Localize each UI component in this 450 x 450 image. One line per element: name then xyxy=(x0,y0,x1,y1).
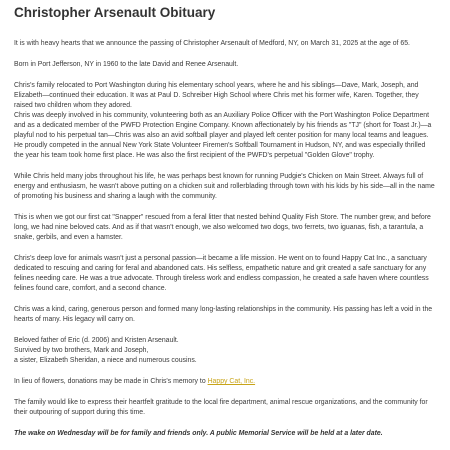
gratitude-paragraph: The family would like to express their heartfelt gratitude to the local fire department, animal rescue organizations, and the community for their outpouring of support during this time. xyxy=(14,399,428,416)
happy-cat-link[interactable]: Happy Cat, Inc. xyxy=(207,378,256,385)
kind-paragraph: Chris was a kind, caring, generous person and formed many long-lasting relationships in the community. His passing has left a void in the hearts of many. His legacy will carry on. xyxy=(14,306,433,323)
page-title: Christopher Arsenault Obituary xyxy=(14,5,216,20)
survivors-line: Survived by two brothers, Mark and Joseph, xyxy=(14,347,149,354)
donations-text: In lieu of flowers, donations may be made in Chris's memory to xyxy=(14,378,208,385)
survivors-line: Beloved father of Eric (d. 2006) and Kristen Arsenault. xyxy=(14,337,179,344)
closing-notice: The wake on Wednesday will be for family and friends only. A public Memorial Service will be held at a later date. xyxy=(14,430,383,437)
community-paragraph: Chris was deeply involved in his community, volunteering both as an Auxiliary Police Officer with the Port Washington Police Department and as a dedicated member of the PWFD Protection Engine Company. Known affectionately by his friends as "TJ" (short for Toast Jr.)—a playful nod to his perpetual tan—Chris was also an avid softball player and played left center position for many local teams and leagues. He proudly competed in the annual New York State Volunteer Firemen's Softball Tournament in Hudson, NY, and was especially thrilled the year his team took home first place. He was also the first recipient of the PWFD's perpetual "Golden Glove" trophy. xyxy=(14,112,432,159)
survivors-line: a sister, Elizabeth Sheridan, a niece and numerous cousins. xyxy=(14,357,197,364)
family-paragraph: Chris's family relocated to Port Washington during his elementary school years, where he and his siblings—Dave, Mark, Joseph, and Elizabeth—continued their education. It was at Paul D. Schreiber High School where Chris met his former wife, Karen. Together, they raised two children whom they adored. xyxy=(14,82,419,109)
jobs-paragraph: While Chris held many jobs throughout his life, he was perhaps best known for running Pudgie's Chicken on Main Street. Always full of energy and enthusiasm, he wasn't above putting on a chicken suit and rollerblading through town with his kids by his side—all in the name of promoting his business and sharing a laugh with the community. xyxy=(14,173,435,200)
survivors-block xyxy=(14,336,436,366)
pets-paragraph: This is when we got our first cat "Snapper" rescued from a feral litter that nested behind Quality Fish Store. The number grew, and before long, we had nine beloved cats. And as if that wasn't enough, we also welcomed two dogs, two ferrets, two iguanas, fish, a tarantula, a snake, gerbils, and even a hamster. xyxy=(14,214,431,241)
born-paragraph: Born in Port Jefferson, NY in 1960 to the late David and Renee Arsenault. xyxy=(14,61,239,68)
animals-paragraph: Chris's deep love for animals wasn't just a personal passion—it became a life mission. He went on to found Happy Cat Inc., a sanctuary dedicated to rescuing and caring for feral and abandoned cats. His selfless, empathetic nature and grit created a safe sanctuary for any felines needing care. He was a true advocate. Through tireless work and endless compassion, he created a safe haven where countless felines found care, comfort, and a second chance. xyxy=(14,255,429,292)
intro-paragraph: It is with heavy hearts that we announce the passing of Christopher Arsenault of Medford, NY, on March 31, 2025 at the age of 65. xyxy=(14,40,410,47)
donations-paragraph xyxy=(14,377,436,387)
